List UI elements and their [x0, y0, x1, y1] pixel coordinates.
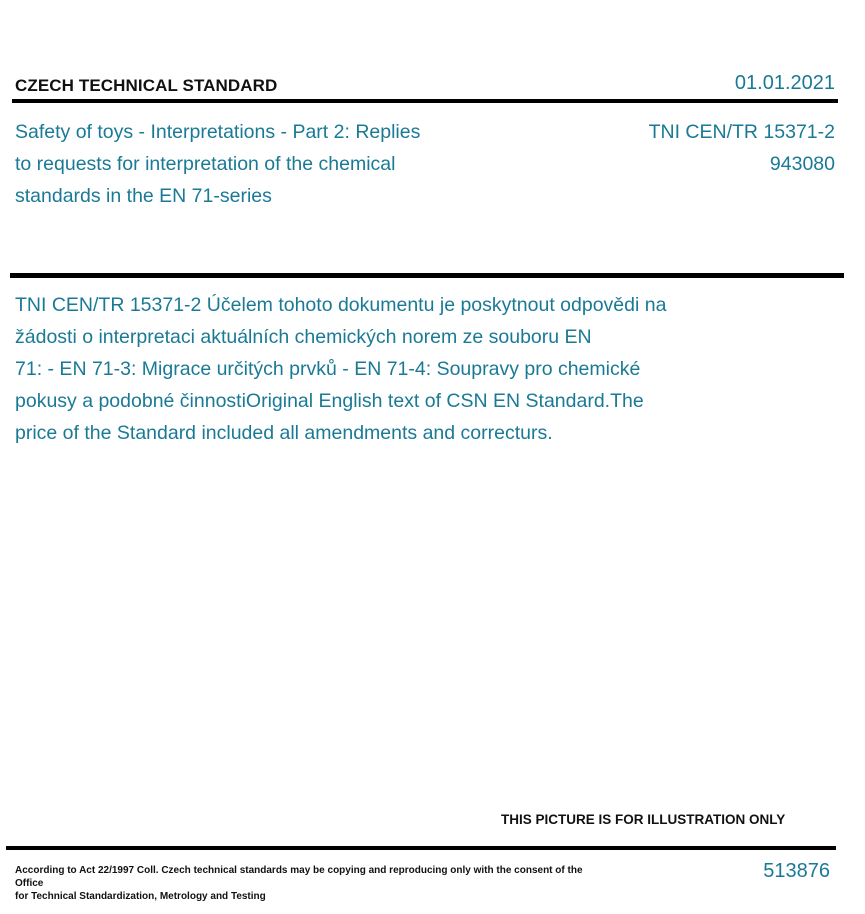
title-line: standards in the EN 71-series [15, 185, 272, 207]
standard-code: TNI CEN/TR 15371-2 [648, 121, 835, 143]
description-line: pokusy a podobné činnostiOriginal English text of CSN EN Standard.The [15, 390, 644, 412]
illustration-note: THIS PICTURE IS FOR ILLUSTRATION ONLY [501, 812, 786, 827]
standard-code-block [649, 116, 835, 180]
title-line: to requests for interpretation of the chemical [15, 153, 396, 175]
footer-number: 513876 [763, 860, 830, 882]
class-number: 943080 [769, 153, 835, 175]
legal-line: According to Act 22/1997 Coll. Czech technical standards may be copying and reproducing only with the consent of the Office [15, 865, 583, 889]
header-label: CZECH TECHNICAL STANDARD [15, 76, 278, 95]
header-date: 01.01.2021 [734, 72, 835, 94]
description-line: TNI CEN/TR 15371-2 Účelem tohoto dokumentu je poskytnout odpovědi na [15, 294, 667, 316]
legal-notice [15, 864, 585, 903]
description-line: žádosti o interpretaci aktuálních chemických norem ze souboru EN [15, 326, 592, 348]
section-rule [10, 273, 844, 278]
header-rule [12, 99, 838, 103]
footer-rule [6, 846, 836, 850]
legal-line: for Technical Standardization, Metrology and Testing [15, 891, 266, 902]
description [15, 289, 745, 449]
document-title [15, 116, 485, 212]
title-line: Safety of toys - Interpretations - Part 2: Replies [15, 121, 421, 143]
description-line: 71: - EN 71-3: Migrace určitých prvků - EN 71-4: Soupravy pro chemické [15, 358, 641, 380]
description-line: price of the Standard included all amendments and correcturs. [15, 422, 553, 444]
